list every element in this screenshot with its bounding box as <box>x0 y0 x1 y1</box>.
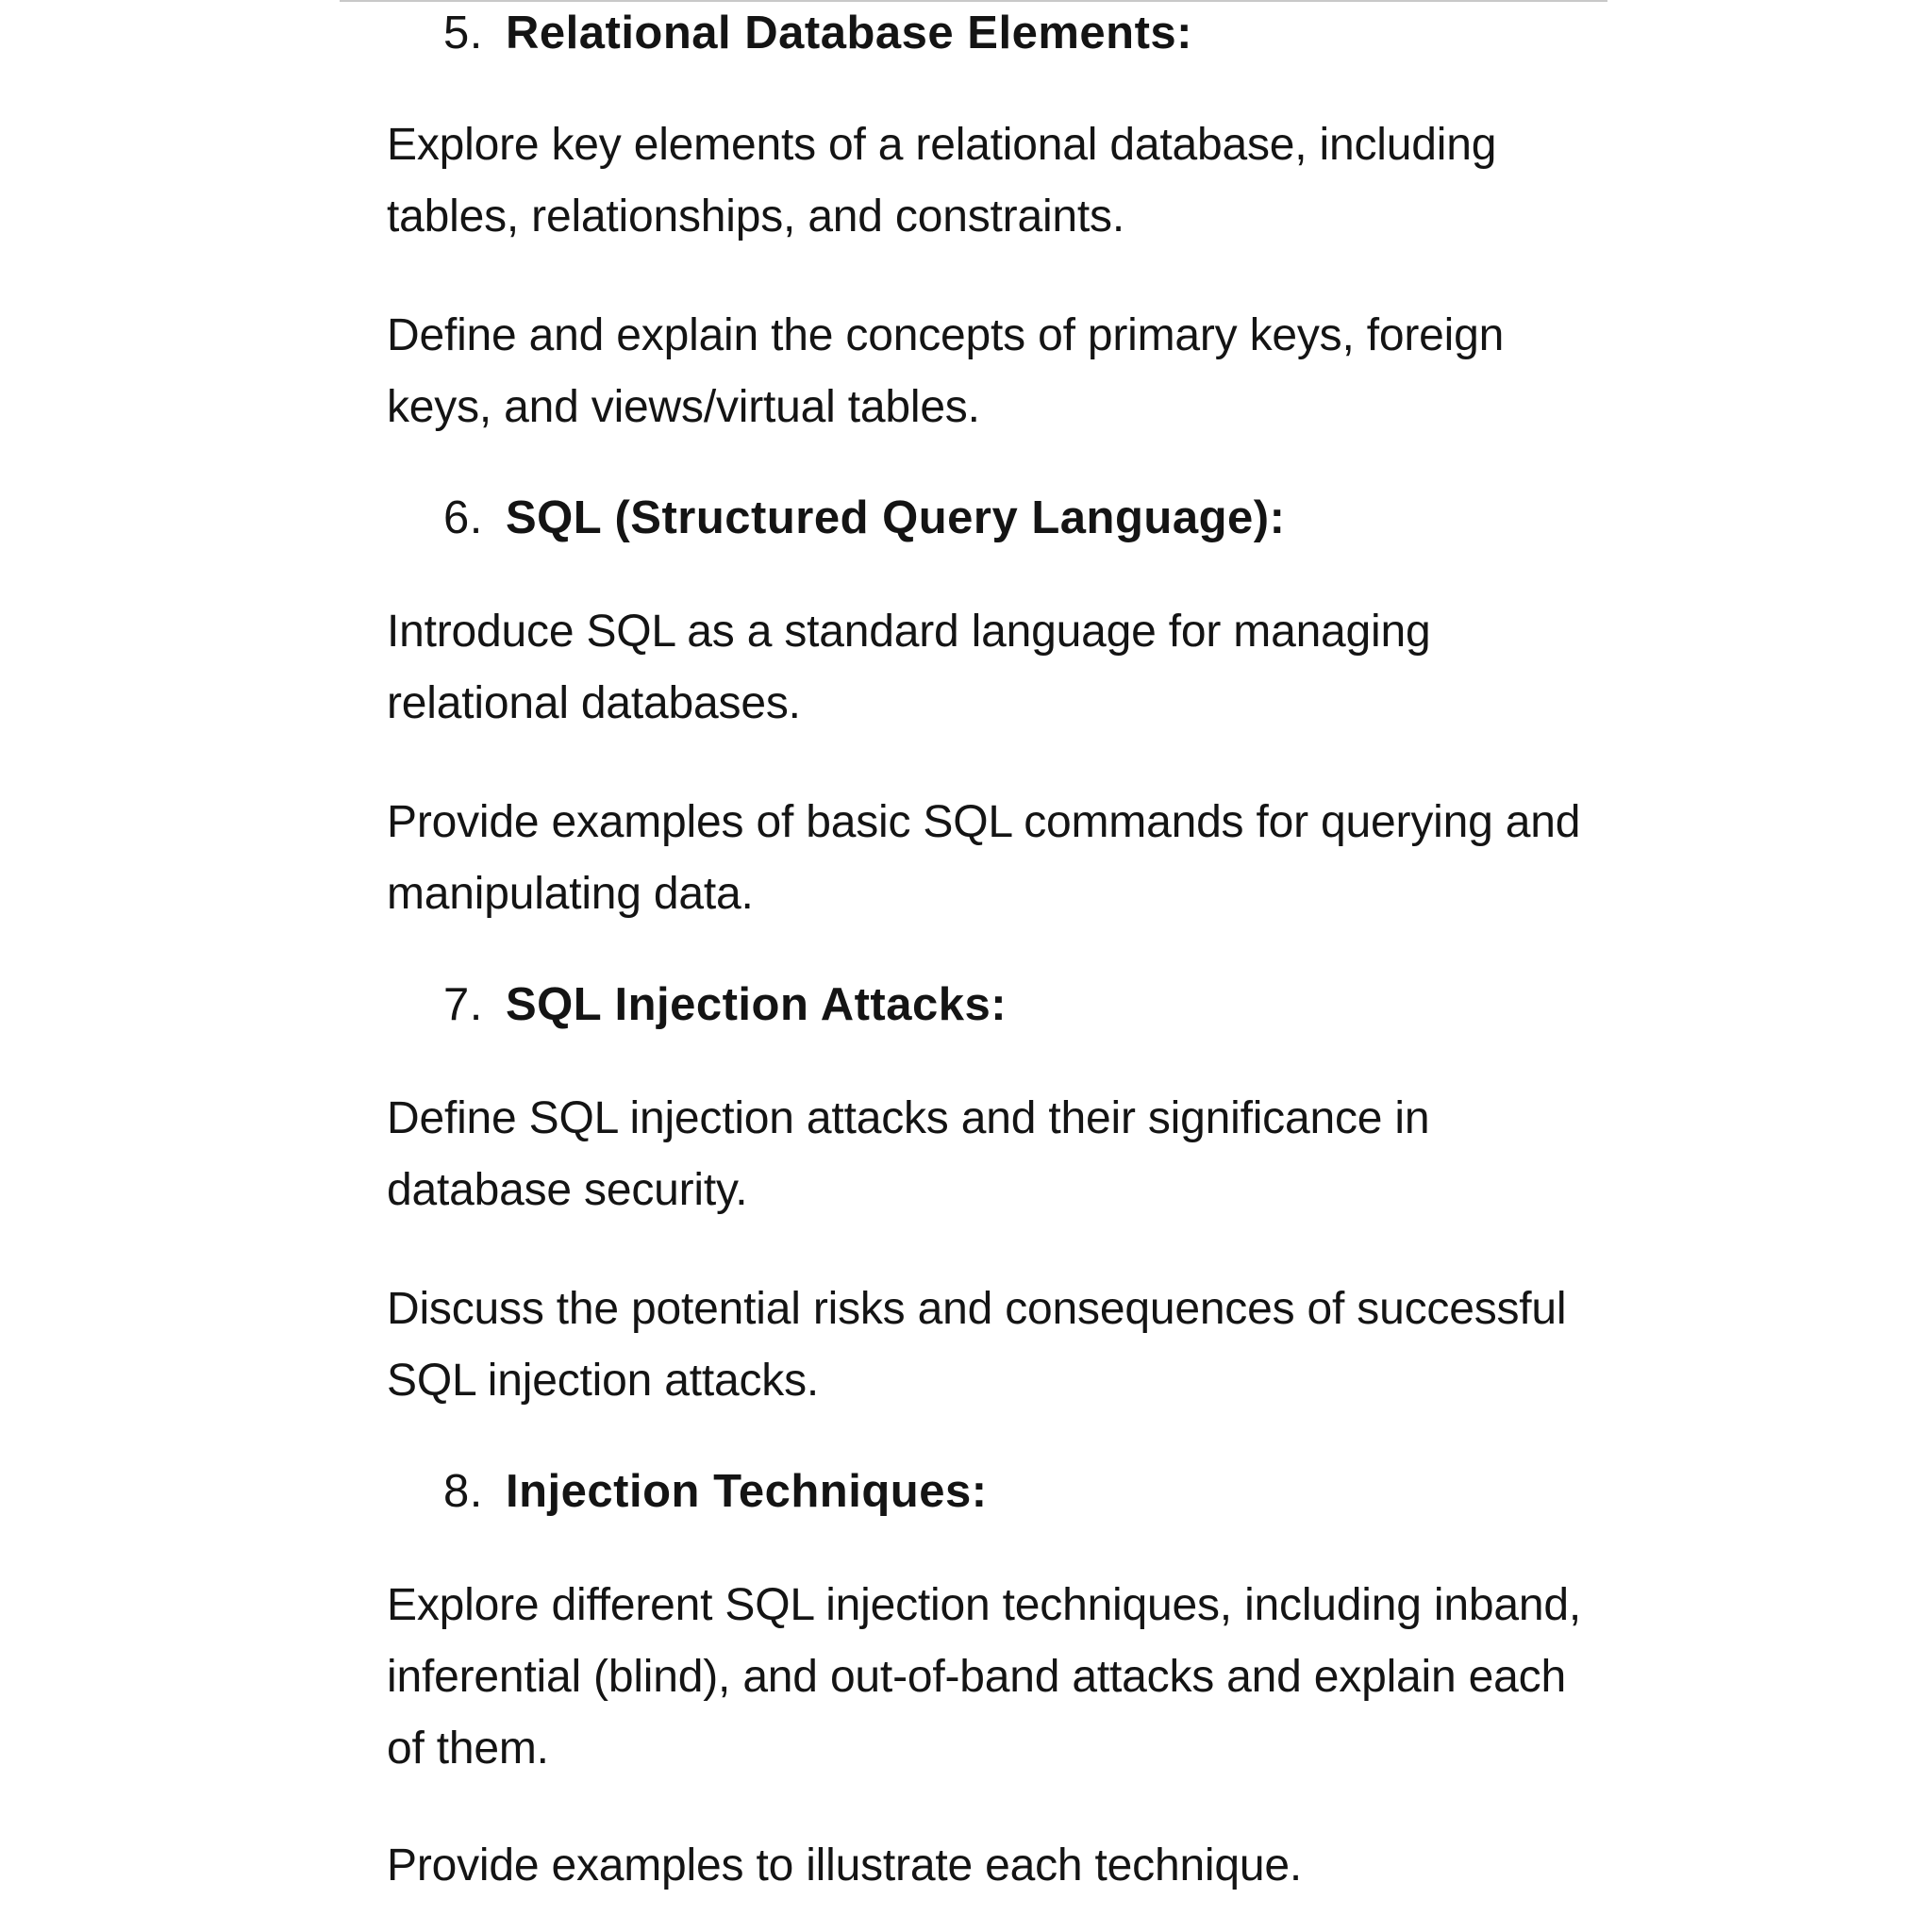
paragraph: Define and explain the concepts of primary keys, foreign keys, and views/virtual tables. <box>387 310 1505 432</box>
paragraph: Explore key elements of a relational database, including tables, relationships, and constraints. <box>387 120 1497 242</box>
paragraph: Provide examples of basic SQL commands for querying and manipulating data. <box>387 797 1581 919</box>
section-title: SQL (Structured Query Language): <box>506 492 1286 543</box>
section-number: 6. <box>443 492 483 543</box>
paragraph: Explore different SQL injection techniques, including inband, inferential (blind), and out-of-band attacks and explain each of them. <box>387 1580 1581 1774</box>
section-heading-7 <box>443 972 1007 1038</box>
section-title: Injection Techniques: <box>506 1466 988 1517</box>
paragraph: Provide examples to illustrate each technique. <box>387 1840 1303 1890</box>
section-number: 7. <box>443 979 483 1030</box>
section-number: 8. <box>443 1466 483 1517</box>
paragraph: Discuss the potential risks and consequences of successful SQL injection attacks. <box>387 1284 1567 1406</box>
section-heading-5 <box>443 0 1192 66</box>
paragraph: Introduce SQL as a standard language for managing relational databases. <box>387 607 1431 728</box>
section-title: SQL Injection Attacks: <box>506 979 1008 1030</box>
section-number: 5. <box>443 8 483 58</box>
section-heading-8 <box>443 1458 988 1524</box>
paragraph: Define SQL injection attacks and their significance in database security. <box>387 1093 1430 1215</box>
section-title: Relational Database Elements: <box>506 8 1192 58</box>
section-heading-6 <box>443 485 1285 551</box>
